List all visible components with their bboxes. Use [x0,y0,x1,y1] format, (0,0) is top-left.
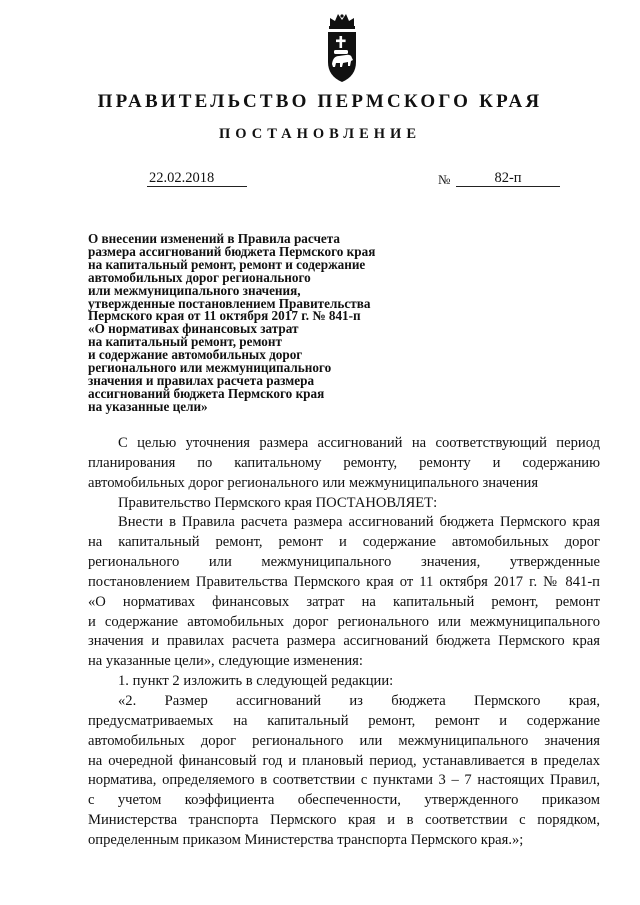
body-line: «О нормативах финансовых затрат на капитальный ремонт, ремонт [88,593,600,610]
subject-line: или межмуниципального значения, [88,282,301,298]
body-line: постановлением Правительства Пермского края от 11 октября 2017 г. № 841-п [88,573,600,590]
body-line: с учетом коэффициента обеспеченности, утвержденного приказом [88,792,600,809]
document-body [88,434,600,851]
subject-line: утвержденные постановлением Правительства [88,295,371,311]
subject-line: ассигнований бюджета Пермского края [88,385,325,401]
body-line: на капитальный ремонт, ремонт и содержание автомобильных дорог [88,534,600,551]
document-subject [88,233,448,414]
subject-line: Пермского края от 11 октября 2017 г. № 841-п [88,308,361,324]
body-line: С целью уточнения размера ассигнований на соответствующий период [118,435,600,451]
subject-line: на капитальный ремонт, ремонт и содержание [88,256,366,272]
body-line: планирования по капитальному ремонту, ремонту и содержанию [88,454,600,471]
subject-line: и содержание автомобильных дорог [88,347,303,363]
subject-line: значения и правилах расчета размера [88,372,315,388]
body-line: «2. Размер ассигнований из бюджета Пермского края, [118,692,600,709]
body-line: Правительство Пермского края ПОСТАНОВЛЯЕТ: [118,494,438,511]
subject-line: на указанные цели» [88,398,208,414]
body-line: определенным приказом Министерства транспорта Пермского края.»; [88,831,524,848]
subject-line: размера ассигнований бюджета Пермского края [88,243,376,259]
body-line: на указанные цели», следующие изменения: [88,653,363,670]
body-line: предусматриваемых на капитальный ремонт, ремонт и содержание [88,712,600,729]
body-line: автомобильных дорог регионального или межмуниципального значения [88,474,539,491]
body-line: Министерства транспорта Пермского края и в соответствии с порядком, [88,812,600,829]
number-sign: № [438,172,451,187]
document-date: 22.02.2018 [147,170,247,187]
subject-line: на капитальный ремонт, ремонт [88,334,282,350]
body-line: значения и правилах расчета размера ассигнований бюджета Пермского края [88,633,600,650]
body-line: норматива, определяемого в соответствии с пунктами 3 – 7 настоящих Правил, [88,772,600,789]
body-line: 1. пункт 2 изложить в следующей редакции: [118,673,394,690]
government-title: ПРАВИТЕЛЬСТВО ПЕРМСКОГО КРАЯ [97,91,543,112]
subject-line: О внесении изменений в Правила расчета [88,231,340,246]
subject-line: «О нормативах финансовых затрат [88,321,299,337]
subject-line: регионального или межмуниципального [88,360,332,376]
document-type: ПОСТАНОВЛЕНИЕ [218,126,421,142]
body-line: регионального или межмуниципального значения, утвержденные [88,554,600,571]
subject-line: автомобильных дорог регионального [88,269,311,285]
coat-of-arms-icon [326,12,358,84]
document-number: 82-п [456,170,560,187]
body-line: и содержание автомобильных дорог регионального или межмуниципального [88,613,600,630]
body-line: Внести в Правила расчета размера ассигнований бюджета Пермского края [118,514,600,531]
body-line: автомобильных дорог регионального или межмуниципального значения [88,732,600,749]
body-line: на очередной финансовый год и плановый период, устанавливается в пределах [88,752,600,769]
